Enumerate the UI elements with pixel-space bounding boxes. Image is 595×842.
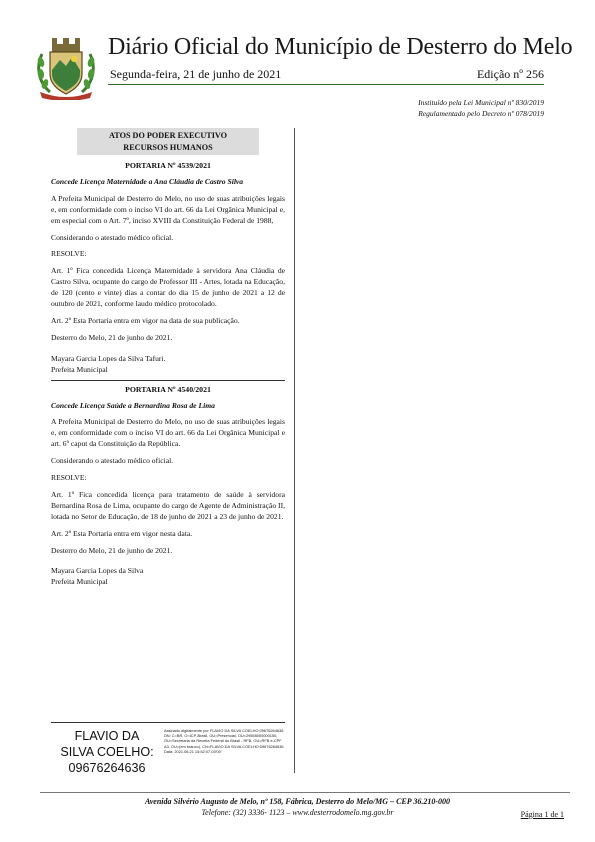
signature-name-line: SILVA COELHO: xyxy=(60,745,154,759)
header-divider xyxy=(108,84,544,85)
main-column xyxy=(51,128,285,588)
portaria-considerando: Considerando o atestado médico oficial. xyxy=(51,456,174,466)
portaria-ementa: Concede Licença Maternidade a Ana Cláudia de Castro Silva xyxy=(51,176,244,186)
portaria-considerando: Considerando o atestado médico oficial. xyxy=(51,232,174,242)
digital-signature-details: Assinado digitalmente por FLAVIO DA SILVA COELHO:09676264636 DN: C=BR, O=ICP-Brasil, OU=Presencial, OU=29558000000150, OU=Secretaria da Receita Federal do Brasil - RFB, OU=RFB e-CPF A3, OU=(em branco), CN=FLAVIO DA SILVA COELHO:09676264636 Data: 2021.06.21 15:52:07-03'00' xyxy=(164,728,284,754)
portaria-resolve: RESOLVE: xyxy=(51,473,87,483)
portaria-place-date: Desterro do Melo, 21 de junho de 2021. xyxy=(51,332,173,342)
gazette-title: Diário Oficial do Município de Desterro do Melo xyxy=(108,34,573,60)
portaria-title: PORTARIA Nº 4539/2021 xyxy=(125,161,211,170)
portaria-article-2: Art. 2º Esta Portaria entra em vigor nesta data. xyxy=(51,528,193,538)
portaria-block xyxy=(51,385,285,589)
page-number: Página 1 de 1 xyxy=(520,810,564,819)
column-divider xyxy=(294,128,295,773)
issue-date: Segunda-feira, 21 de junho de 2021 xyxy=(110,67,282,81)
portaria-title: PORTARIA Nº 4540/2021 xyxy=(125,384,211,394)
portaria-resolve: RESOLVE: xyxy=(51,249,87,259)
portaria-signer-role: Prefeita Municipal xyxy=(51,364,108,374)
digital-signature-name xyxy=(51,728,163,776)
section-heading xyxy=(77,128,259,155)
portaria-preamble: A Prefeita Municipal de Desterro do Melo, no uso de suas atribuições legais e, em conformidade com o inciso VI do art. 66 da Lei Orgânica Municipal e art. 6º caput da Constituição da República. xyxy=(51,417,285,449)
signature-name-line: 09676264636 xyxy=(68,761,146,775)
institution-law: Instituído pela Lei Municipal nº 830/2019 xyxy=(418,98,544,107)
institution-note xyxy=(418,97,544,119)
digital-signature-stamp[interactable] xyxy=(51,722,285,775)
municipal-coat-of-arms-icon xyxy=(34,34,98,100)
portaria-divider xyxy=(51,380,285,381)
portaria-article-2: Art. 2º Esta Portaria entra em vigor na data de sua publicação. xyxy=(51,315,240,325)
footer-divider xyxy=(40,792,570,793)
portaria-block xyxy=(51,161,285,376)
portaria-place-date: Desterro do Melo, 21 de junho de 2021. xyxy=(51,545,173,555)
portaria-ementa: Concede Licença Saúde a Bernardina Rosa de Lima xyxy=(51,400,215,410)
portaria-article-1: Art. 1º Fica concedida Licença Maternidade à servidora Ana Cláudia de Castro Silva, ocupante do cargo de Professor III - Artes, lotada na Educação, de 120 (cento e vinte) dias a contar do dia 15 de junho de 2021 a 12 de outubro de 2021, conforme laudo médico protocolado. xyxy=(51,266,285,309)
edition-number: Edição nº 256 xyxy=(476,67,544,81)
institution-decree: Regulamentado pelo Decreto nº 078/2019 xyxy=(418,109,544,118)
signature-name-line: FLAVIO DA xyxy=(74,729,140,743)
footer-contact: Telefone: (32) 3336- 1123 – www.desterrodomelo.mg.gov.br xyxy=(201,808,394,817)
portaria-article-1: Art. 1º Fica concedida licença para tratamento de saúde à servidora Bernardina Rosa de Lima, ocupante do cargo de Agente de Administração II, lotada no Setor de Educação, de 18 de junho de 2021 a 23 de junho de 2021. xyxy=(51,489,285,521)
section-heading-line1: ATOS DO PODER EXECUTIVO xyxy=(108,131,228,140)
portaria-signer-role: Prefeita Municipal xyxy=(51,577,108,587)
portaria-signer: Mayara Garcia Lopes da Silva xyxy=(51,566,144,576)
portaria-preamble: A Prefeita Municipal de Desterro do Melo, no uso de suas atribuições legais e, em conformidade com o inciso VI do art. 66 da Lei Orgânica Municipal e, em especial com o Art. 7º, inciso XVIII da Constituição Federal de 1988, xyxy=(51,193,285,225)
portaria-signer: Mayara Garcia Lopes da Silva Tafuri. xyxy=(51,353,166,363)
footer-address: Avenida Silvério Augusto de Melo, nº 158, Fábrica, Desterro do Melo/MG – CEP 36.210-000 xyxy=(145,797,450,806)
section-heading-line2: RECURSOS HUMANOS xyxy=(123,143,213,152)
